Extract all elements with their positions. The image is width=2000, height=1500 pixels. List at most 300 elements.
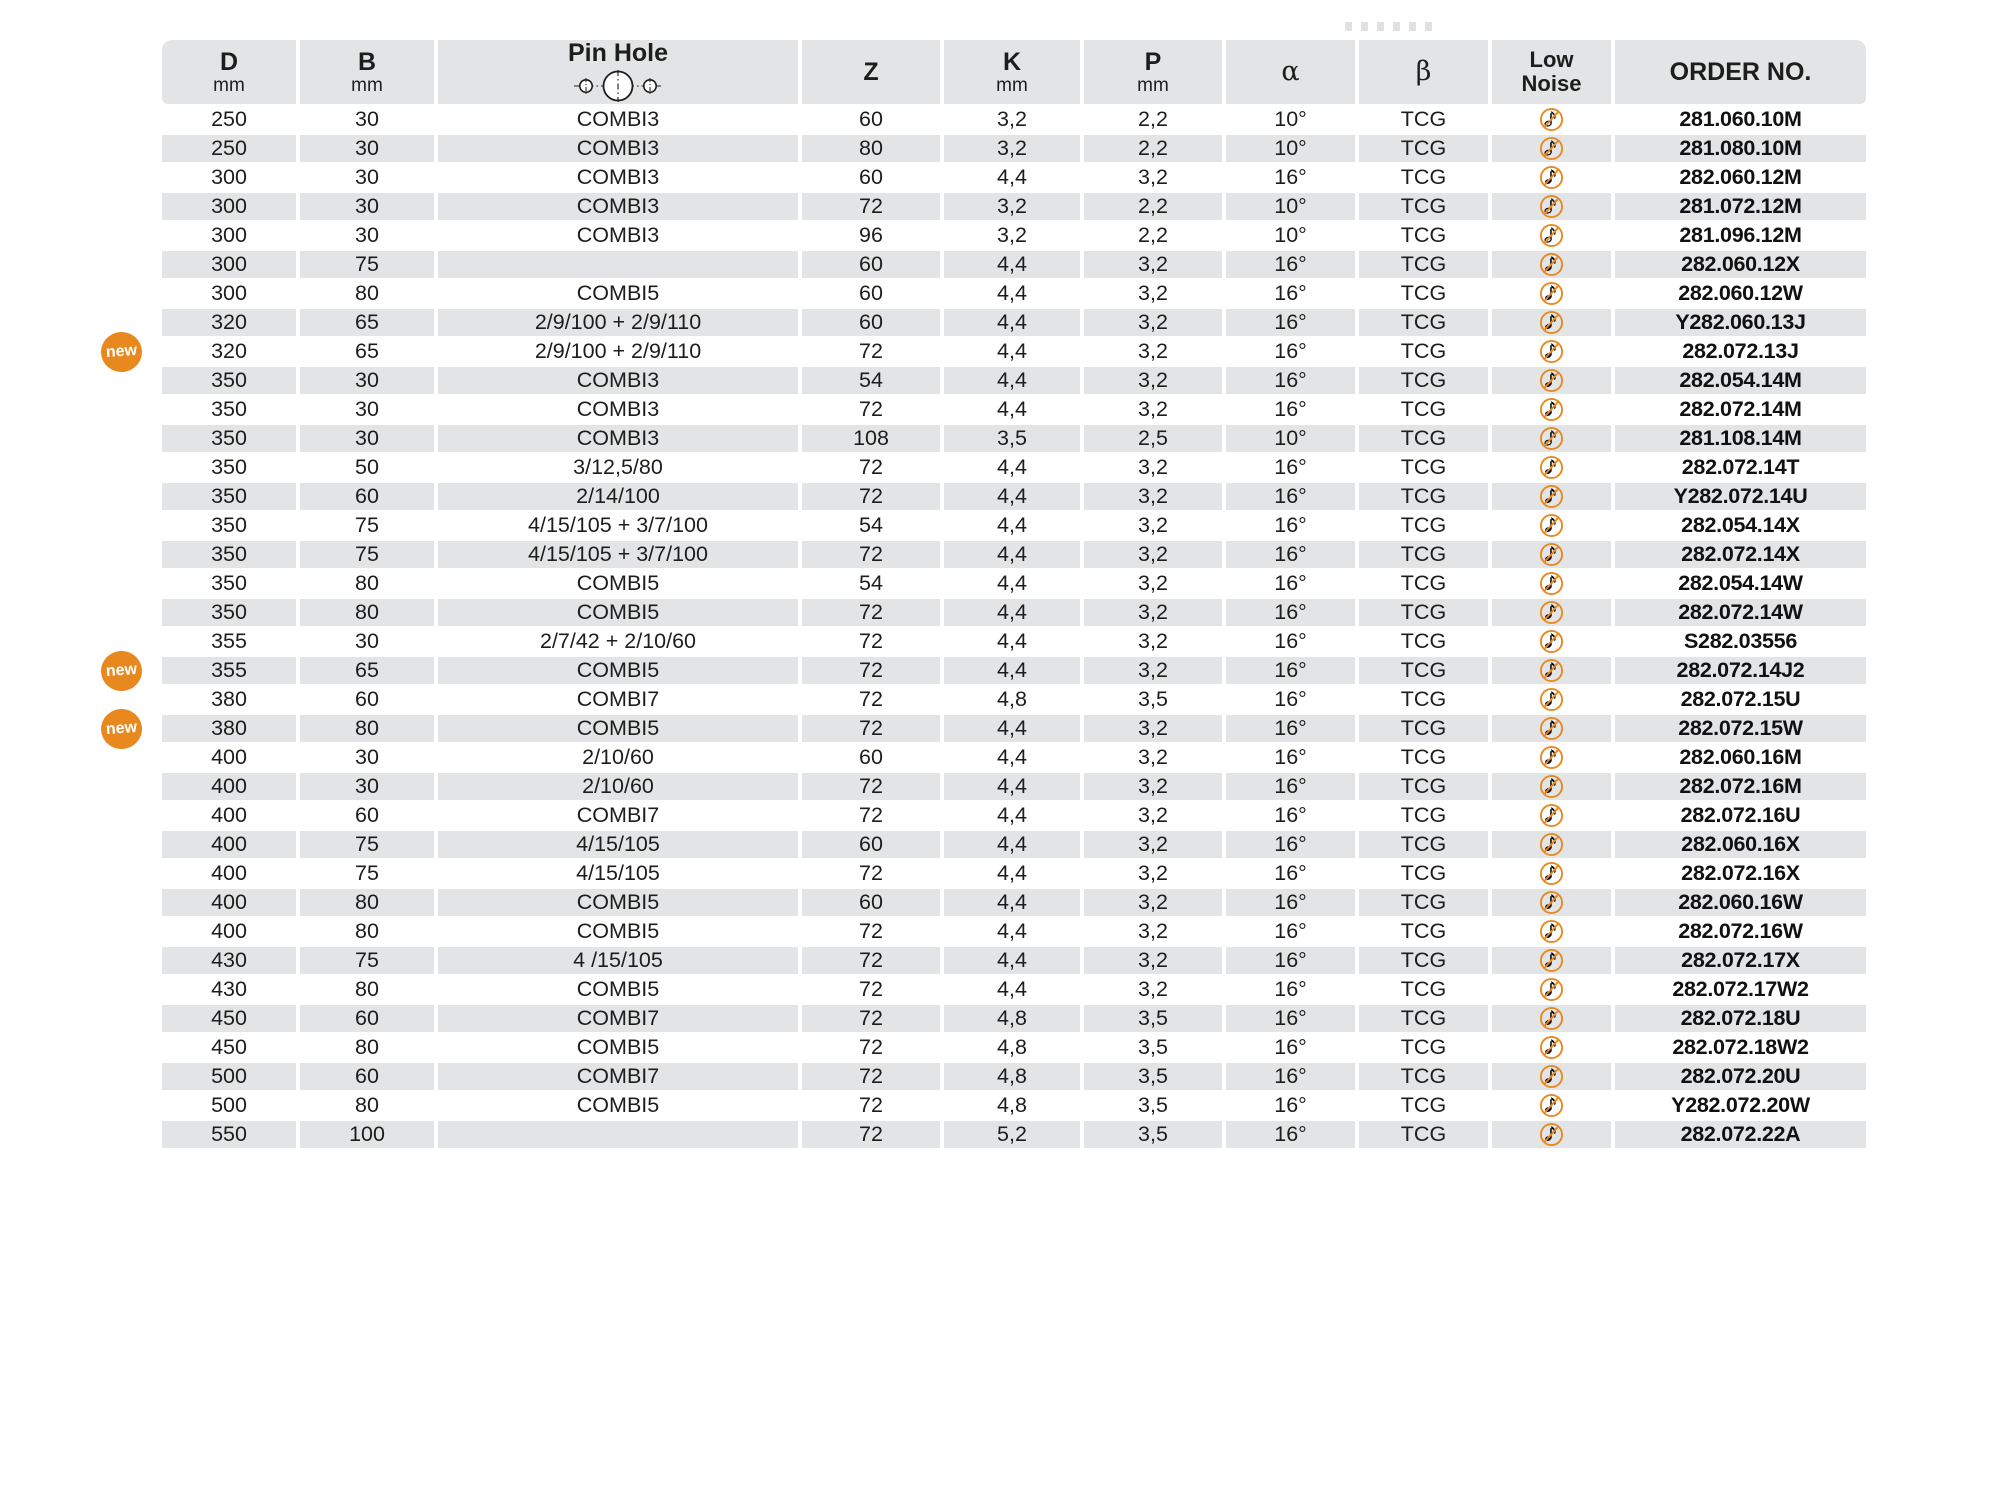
cell-alpha: 16° [1274,861,1307,886]
cell-d: 380 [211,687,247,712]
cell-alpha: 16° [1274,571,1307,596]
cell-low-noise [1492,715,1611,742]
cell-d: 350 [162,599,296,626]
cell-b: 60 [300,483,434,510]
cell-z: 60 [802,889,940,916]
cell-p: 3,2 [1138,745,1168,770]
cell-order: 282.072.14T [1681,455,1800,480]
cell-d: 300 [162,251,296,278]
cell-b: 80 [355,977,379,1002]
low-noise-icon [1539,948,1564,973]
column-header-label: Pin Hole [567,40,668,67]
cell-k: 3,5 [944,425,1080,452]
cell-b: 80 [355,281,379,306]
table-row [162,396,1866,423]
cell-low-noise [1492,976,1611,1003]
cell-z: 96 [859,223,883,248]
cell-k: 4,4 [944,889,1080,916]
cell-p: 2,5 [1084,425,1222,452]
cell-order: Y282.072.14U [1615,483,1866,510]
new-badge [100,649,144,692]
cell-p: 3,2 [1084,309,1222,336]
cell-order: 282.072.20U [1615,1063,1866,1090]
cell-d: 300 [162,193,296,220]
cell-pin-hole: 4/15/105 + 3/7/100 [438,541,798,568]
cell-order: 281.096.12M [1679,223,1802,248]
table-row [162,715,1866,742]
cell-alpha: 16° [1226,541,1355,568]
cell-order: 282.054.14M [1615,367,1866,394]
cell-d: 400 [211,861,247,886]
cell-order: 282.072.18U [1615,1005,1866,1032]
table-row [162,251,1866,278]
cell-k: 4,8 [997,1035,1027,1060]
cell-b: 80 [300,599,434,626]
cell-low-noise [1492,1092,1611,1119]
cell-low-noise [1492,744,1611,771]
cell-pin-hole: COMBI5 [576,977,660,1002]
cell-k: 4,4 [944,541,1080,568]
table-row [162,512,1866,539]
cell-pin-hole: COMBI3 [576,397,660,422]
cell-order: 282.072.17W2 [1672,977,1809,1002]
low-noise-icon [1539,252,1564,277]
table-row [162,454,1866,481]
cell-beta: TCG [1400,397,1447,422]
cell-b: 80 [300,889,434,916]
low-noise-icon [1539,890,1564,915]
cell-order: 282.060.16M [1679,745,1802,770]
cell-low-noise [1492,193,1611,220]
cell-z: 72 [859,397,883,422]
cell-low-noise [1492,918,1611,945]
cell-p: 3,2 [1138,977,1168,1002]
cell-pin-hole: COMBI3 [576,107,660,132]
cell-b: 60 [300,1005,434,1032]
cell-alpha: 16° [1226,831,1355,858]
table-row [162,599,1866,626]
cell-beta: TCG [1400,687,1447,712]
cell-k: 4,8 [944,1063,1080,1090]
cell-beta: TCG [1359,657,1488,684]
column-header-label: ORDER NO. [1669,58,1812,86]
low-noise-icon [1539,687,1564,712]
cell-beta: TCG [1359,309,1488,336]
cell-p: 3,2 [1084,889,1222,916]
column-header-pin_hole [438,40,798,104]
low-noise-icon [1539,1122,1564,1147]
table-row [162,976,1866,1003]
table-row [162,541,1866,568]
low-noise-icon [1539,513,1564,538]
product-table-wrap [158,38,1870,1150]
cell-p: 3,5 [1138,1093,1168,1118]
cell-d: 500 [211,1093,247,1118]
cell-z: 72 [859,687,883,712]
table-row [162,483,1866,510]
cell-beta: TCG [1359,483,1488,510]
cell-pin-hole: COMBI5 [576,1093,660,1118]
cell-p: 3,2 [1138,397,1168,422]
cell-k: 4,4 [944,309,1080,336]
cell-alpha: 16° [1226,483,1355,510]
cell-low-noise [1492,831,1611,858]
column-header-unit: mm [1137,74,1169,96]
cell-low-noise [1492,425,1611,452]
cell-b: 30 [355,107,379,132]
cell-pin-hole: 4/15/105 + 3/7/100 [528,513,708,538]
cell-low-noise [1492,657,1611,684]
cell-alpha: 16° [1226,715,1355,742]
cell-z: 72 [859,339,883,364]
cell-b: 65 [300,657,434,684]
cell-p: 2,2 [1084,193,1222,220]
cell-beta: TCG [1359,1063,1488,1090]
cell-b: 30 [355,165,379,190]
cell-pin-hole: COMBI5 [438,599,798,626]
cell-order: 282.072.15U [1680,687,1801,712]
cell-p: 2,2 [1138,223,1168,248]
low-noise-icon [1539,455,1564,480]
cell-pin-hole: 2/9/100 + 2/9/110 [534,339,702,364]
cell-d: 350 [211,455,247,480]
low-noise-icon [1539,194,1564,219]
cell-alpha: 16° [1274,803,1307,828]
cell-k: 4,8 [997,687,1027,712]
column-header-unit: mm [213,74,245,96]
cell-alpha: 16° [1226,1121,1355,1148]
cell-order: 282.054.14W [1678,571,1803,596]
cell-z: 72 [802,1121,940,1148]
cell-z: 72 [859,455,883,480]
table-row [162,106,1866,133]
cell-pin-hole: 3/12,5/80 [573,455,663,480]
column-header-label: β [1415,55,1432,87]
cell-pin-hole: 2/7/42 + 2/10/60 [539,629,696,654]
cell-beta: TCG [1359,1005,1488,1032]
cell-d: 450 [211,1035,247,1060]
cell-order: 282.072.14W [1615,599,1866,626]
table-row [162,135,1866,162]
cell-alpha: 16° [1274,629,1307,654]
cell-b: 30 [355,745,379,770]
cell-alpha: 16° [1274,977,1307,1002]
cell-beta: TCG [1359,367,1488,394]
cell-b: 30 [300,367,434,394]
low-noise-icon [1539,716,1564,741]
cell-k: 4,4 [944,599,1080,626]
cell-beta: TCG [1400,223,1447,248]
cell-k: 4,4 [944,657,1080,684]
cell-alpha: 16° [1274,165,1307,190]
cell-b: 30 [300,193,434,220]
cell-low-noise [1492,1121,1611,1148]
cell-order: 282.060.16W [1615,889,1866,916]
header-row [162,40,1866,104]
cell-z: 54 [859,571,883,596]
cell-p: 3,5 [1084,1121,1222,1148]
cell-low-noise [1492,541,1611,568]
cell-alpha: 10° [1226,135,1355,162]
cell-z: 72 [802,657,940,684]
cell-b: 80 [355,1093,379,1118]
cell-order: Y282.072.20W [1671,1093,1810,1118]
low-noise-icon [1539,281,1564,306]
cell-beta: TCG [1359,599,1488,626]
cell-k: 4,4 [944,367,1080,394]
table-row [162,831,1866,858]
column-header-beta [1359,40,1488,104]
table-row [162,628,1866,655]
cell-pin-hole: 2/9/100 + 2/9/110 [438,309,798,336]
cell-p: 3,2 [1084,599,1222,626]
cell-p: 3,5 [1138,687,1168,712]
low-noise-icon [1539,629,1564,654]
cell-d: 550 [162,1121,296,1148]
cell-alpha: 16° [1274,455,1307,480]
cell-d: 400 [211,745,247,770]
table-row [162,889,1866,916]
cell-order: 282.072.22A [1615,1121,1866,1148]
cell-k: 3,2 [944,135,1080,162]
cell-b: 75 [300,251,434,278]
cell-z: 72 [802,773,940,800]
low-noise-icon [1539,803,1564,828]
cell-z: 72 [859,919,883,944]
scan-artifact [1345,22,1435,31]
column-header-label: P [1144,47,1162,76]
cell-low-noise [1492,860,1611,887]
cell-b: 80 [300,715,434,742]
cell-beta: TCG [1359,947,1488,974]
cell-pin-hole: COMBI3 [576,165,660,190]
cell-b: 80 [355,1035,379,1060]
cell-alpha: 16° [1226,599,1355,626]
cell-beta: TCG [1359,541,1488,568]
column-header-low_noise [1492,40,1611,104]
cell-low-noise [1492,1005,1611,1032]
cell-beta: TCG [1400,977,1447,1002]
cell-order: 281.060.10M [1679,107,1802,132]
table-row [162,222,1866,249]
cell-p: 3,2 [1084,251,1222,278]
low-noise-icon [1539,397,1564,422]
cell-k: 3,2 [997,223,1027,248]
cell-order: 282.072.16M [1615,773,1866,800]
low-noise-icon [1539,1006,1564,1031]
cell-k: 4,8 [944,1005,1080,1032]
cell-beta: TCG [1400,919,1447,944]
column-header-p [1084,40,1222,104]
cell-b: 80 [355,571,379,596]
table-row [162,744,1866,771]
cell-d: 250 [211,107,247,132]
cell-d: 500 [162,1063,296,1090]
cell-pin-hole: COMBI5 [576,571,660,596]
cell-k: 4,4 [997,165,1027,190]
cell-z: 80 [802,135,940,162]
cell-z: 72 [859,1093,883,1118]
cell-beta: TCG [1400,513,1447,538]
cell-p: 3,2 [1138,919,1168,944]
cell-alpha: 16° [1274,1093,1307,1118]
cell-pin-hole: 4/15/105 [576,861,660,886]
cell-k: 4,4 [997,977,1027,1002]
cell-low-noise [1492,947,1611,974]
cell-k: 4,4 [997,803,1027,828]
cell-low-noise [1492,338,1611,365]
table-row [162,367,1866,394]
cell-beta: TCG [1359,889,1488,916]
cell-beta: TCG [1359,773,1488,800]
cell-b: 50 [355,455,379,480]
cell-order: 281.072.12M [1615,193,1866,220]
cell-beta: TCG [1359,1121,1488,1148]
low-noise-icon [1539,310,1564,335]
low-noise-icon [1539,977,1564,1002]
cell-pin-hole: 2/10/60 [582,745,654,770]
cell-alpha: 16° [1274,687,1307,712]
cell-pin-hole: COMBI3 [438,425,798,452]
cell-beta: TCG [1359,715,1488,742]
column-header-order_no [1615,40,1866,104]
cell-alpha: 16° [1226,1063,1355,1090]
cell-d: 350 [162,483,296,510]
cell-order: 282.072.14M [1679,397,1802,422]
cell-low-noise [1492,512,1611,539]
low-noise-icon [1539,484,1564,509]
cell-z: 72 [859,861,883,886]
table-row [162,1121,1866,1148]
cell-low-noise [1492,802,1611,829]
cell-k: 4,4 [997,571,1027,596]
cell-b: 30 [355,629,379,654]
cell-b: 60 [355,687,379,712]
cell-z: 108 [802,425,940,452]
cell-k: 4,4 [997,861,1027,886]
cell-d: 400 [211,803,247,828]
cell-k: 4,4 [997,281,1027,306]
cell-z: 60 [802,251,940,278]
cell-order: 282.072.15W [1615,715,1866,742]
table-row [162,1092,1866,1119]
cell-p: 3,2 [1138,281,1168,306]
cell-alpha: 16° [1274,1035,1307,1060]
low-noise-icon [1539,165,1564,190]
column-header-z [802,40,940,104]
cell-beta: TCG [1400,455,1447,480]
cell-k: 4,4 [944,715,1080,742]
column-header-unit: mm [351,74,383,96]
cell-pin-hole [438,251,798,278]
cell-d: 400 [211,919,247,944]
cell-z: 72 [859,629,883,654]
column-header-line2: Noise [1521,71,1582,97]
cell-k: 4,4 [997,513,1027,538]
cell-beta: TCG [1400,571,1447,596]
cell-pin-hole: COMBI5 [438,715,798,742]
cell-b: 75 [300,831,434,858]
cell-p: 3,5 [1084,1063,1222,1090]
cell-z: 72 [802,483,940,510]
low-noise-icon [1539,774,1564,799]
cell-alpha: 10° [1226,193,1355,220]
cell-b: 30 [300,425,434,452]
cell-order: 282.060.12X [1615,251,1866,278]
column-header-label: α [1281,55,1300,87]
cell-d: 350 [211,513,247,538]
cell-pin-hole: COMBI7 [438,1063,798,1090]
table-header [162,40,1866,104]
cell-d: 400 [162,773,296,800]
cell-beta: TCG [1359,135,1488,162]
cell-b: 80 [355,919,379,944]
cell-d: 380 [162,715,296,742]
cell-d: 355 [211,629,247,654]
cell-p: 3,2 [1138,571,1168,596]
cell-alpha: 16° [1274,745,1307,770]
table-row [162,947,1866,974]
cell-z: 72 [802,599,940,626]
cell-pin-hole: COMBI5 [438,657,798,684]
low-noise-icon [1539,223,1564,248]
cell-alpha: 16° [1226,251,1355,278]
cell-low-noise [1492,889,1611,916]
cell-b: 30 [355,397,379,422]
cell-p: 3,2 [1084,715,1222,742]
cell-order: 282.072.16U [1680,803,1801,828]
cell-order: Y282.060.13J [1615,309,1866,336]
column-header-label: D [219,47,239,76]
cell-pin-hole: COMBI7 [576,687,660,712]
cell-beta: TCG [1400,745,1447,770]
cell-p: 3,2 [1084,831,1222,858]
cell-k: 3,2 [944,193,1080,220]
cell-k: 4,4 [944,831,1080,858]
low-noise-icon [1539,542,1564,567]
new-badge-label: new [105,660,138,680]
cell-alpha: 16° [1274,281,1307,306]
cell-b: 30 [300,773,434,800]
cell-b: 30 [300,135,434,162]
cell-z: 60 [859,107,883,132]
low-noise-icon [1539,600,1564,625]
cell-k: 4,4 [997,339,1027,364]
cell-alpha: 16° [1226,947,1355,974]
cell-low-noise [1492,367,1611,394]
cell-low-noise [1492,251,1611,278]
cell-d: 400 [162,831,296,858]
cell-alpha: 10° [1274,107,1307,132]
cell-d: 350 [211,571,247,596]
table-row [162,1005,1866,1032]
cell-low-noise [1492,396,1611,423]
cell-z: 60 [802,831,940,858]
cell-beta: TCG [1400,1035,1447,1060]
cell-b: 30 [355,223,379,248]
cell-order: 282.054.14X [1681,513,1800,538]
cell-beta: TCG [1400,629,1447,654]
cell-order: 281.108.14M [1615,425,1866,452]
cell-k: 4,8 [997,1093,1027,1118]
cell-pin-hole: COMBI7 [438,1005,798,1032]
low-noise-icon [1539,861,1564,886]
cell-p: 2,2 [1138,107,1168,132]
cell-b: 75 [355,861,379,886]
cell-k: 4,4 [944,947,1080,974]
cell-d: 350 [162,425,296,452]
cell-p: 3,2 [1138,455,1168,480]
